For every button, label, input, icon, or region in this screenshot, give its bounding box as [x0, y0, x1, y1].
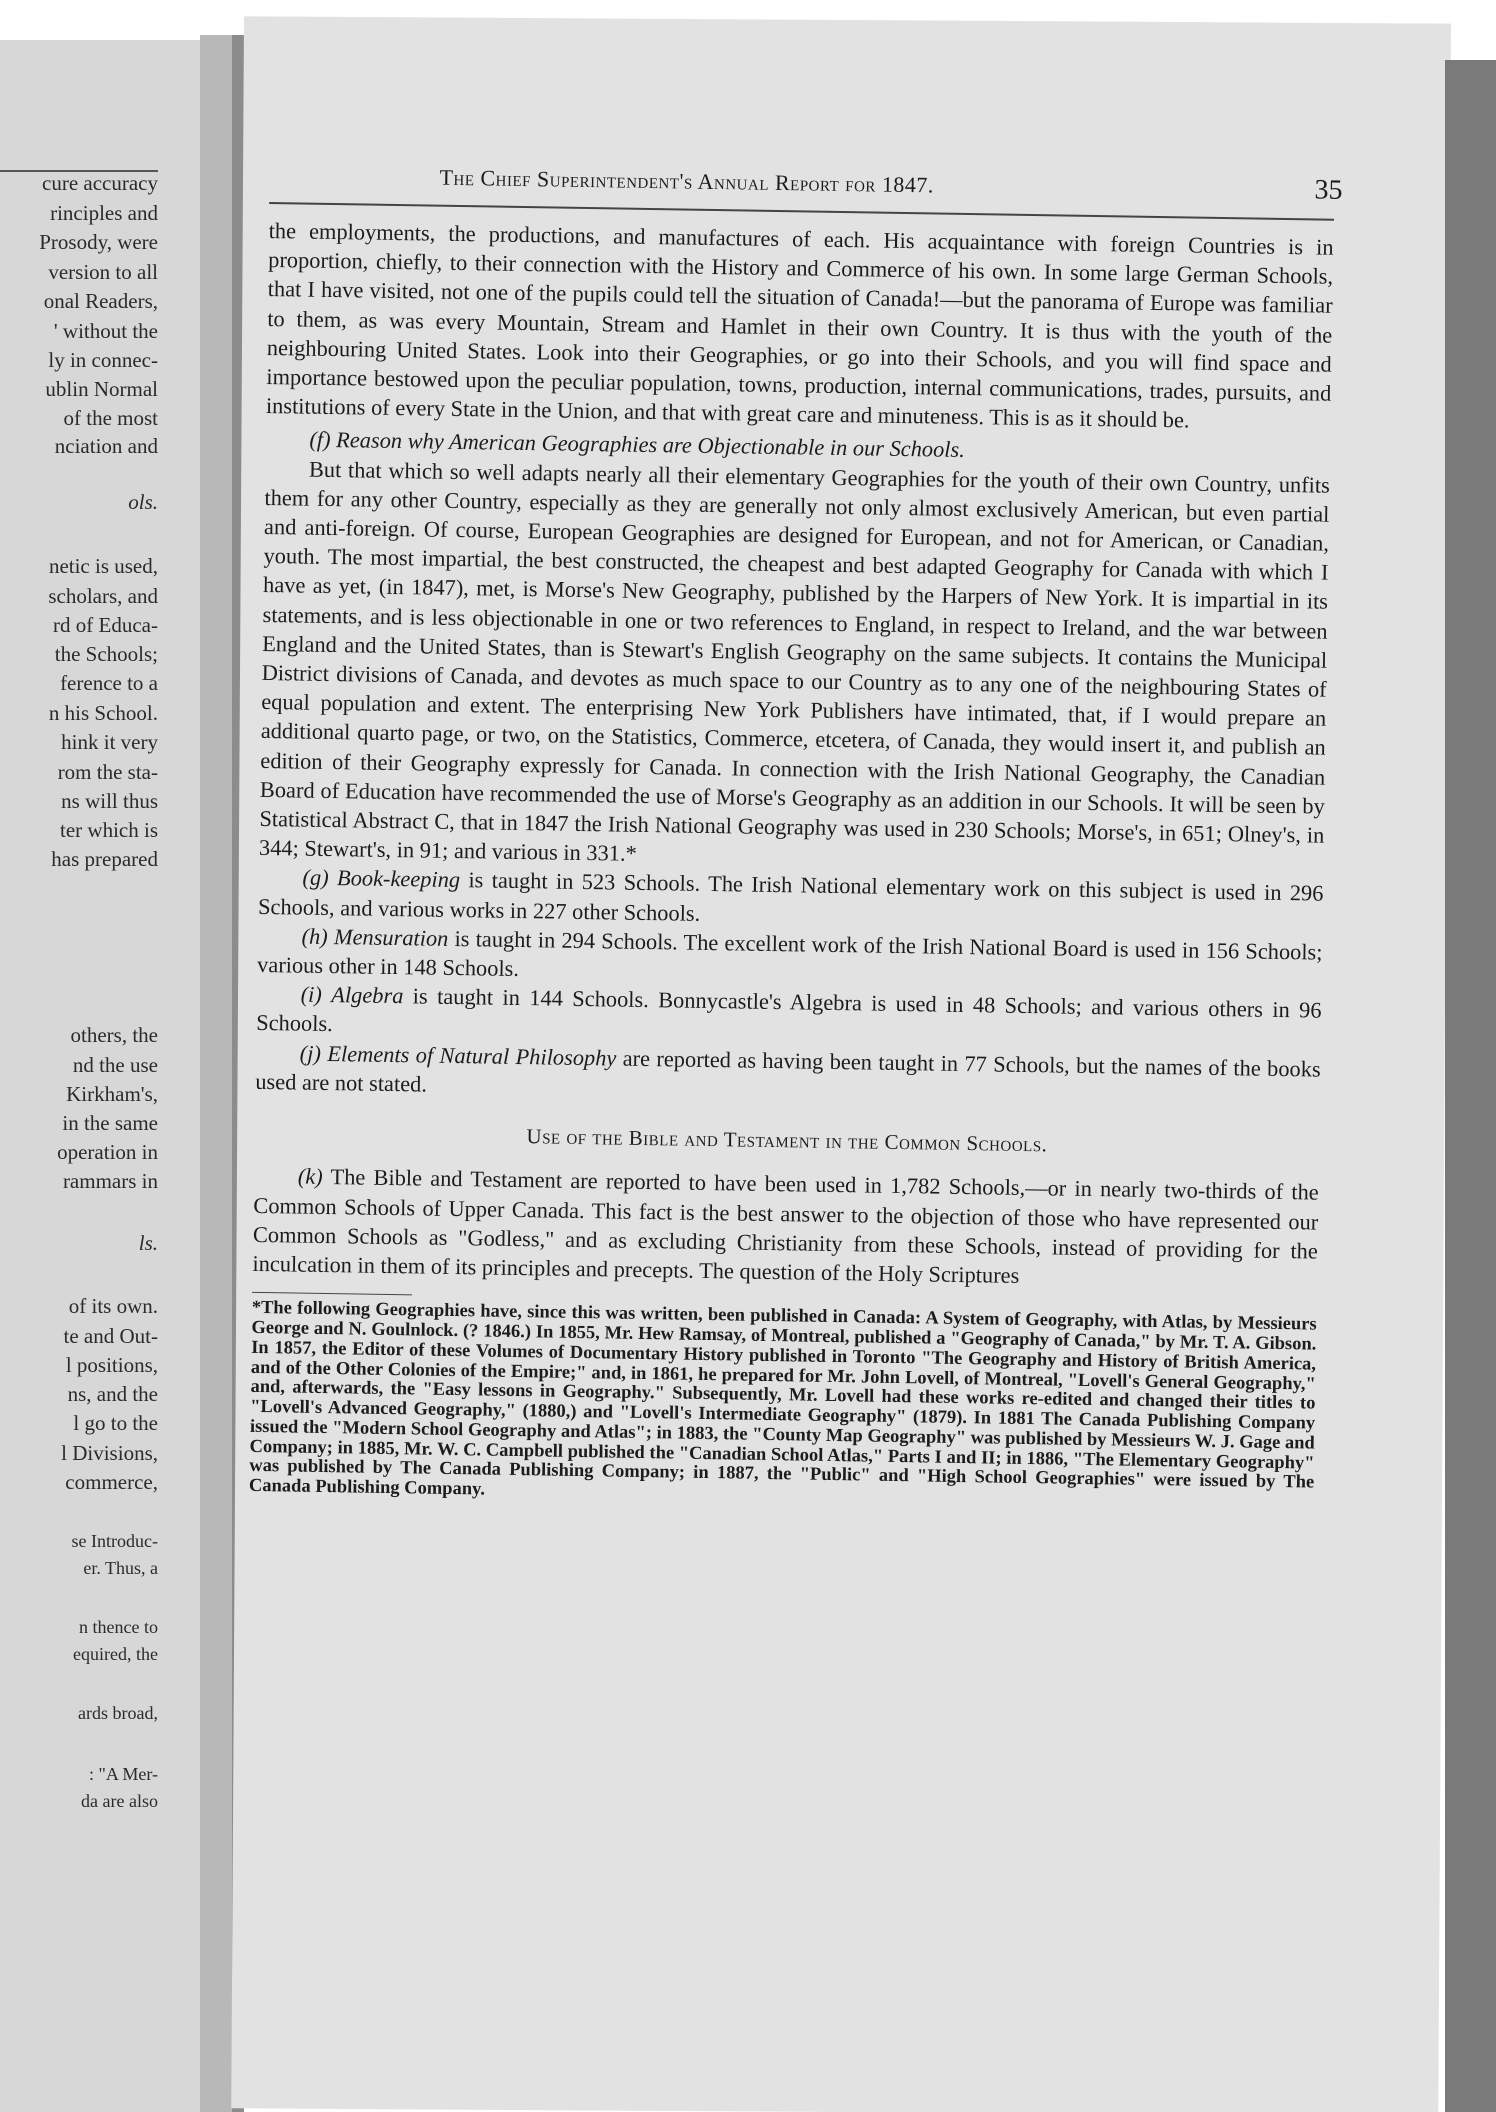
left-page-line: has prepared: [51, 847, 158, 871]
left-page-line: l positions,: [65, 1353, 158, 1377]
left-page-line: ference to a: [60, 671, 158, 695]
item-j-label: (j): [299, 1040, 322, 1066]
left-page-line: rom the sta-: [57, 760, 158, 784]
left-page-line: nd the use: [72, 1053, 158, 1077]
left-page-line: ls.: [138, 1231, 158, 1255]
left-page-line: da are also: [81, 1791, 158, 1811]
heading-f-title: Reason why American Geographies are Objectionable in our Schools.: [335, 427, 966, 463]
item-j-term: Elements of Natural Philosophy: [327, 1040, 617, 1071]
left-page-line: ter which is: [60, 818, 158, 842]
left-page-line: Kirkham's,: [66, 1082, 158, 1106]
heading-f-label: (f): [309, 427, 331, 453]
item-h-term: Mensuration: [333, 923, 449, 951]
body-text: [252, 216, 1334, 1295]
running-head: The Chief Superintendent's Annual Report for 1847.: [439, 164, 935, 198]
item-h-text: is taught in 294 Schools. The excellent work of the Irish National Board is used in 156 Schools; various other in 148 Schools.: [256, 925, 1323, 982]
left-page-line: the Schools;: [54, 642, 158, 666]
left-page-line: n thence to: [79, 1617, 158, 1637]
left-page-line: scholars, and: [48, 584, 158, 608]
left-page-line: cure accuracy: [42, 171, 158, 195]
item-i-label: (i): [300, 981, 323, 1008]
left-page-line: n his School.: [48, 701, 158, 725]
item-g-label: (g): [302, 865, 329, 891]
left-page-line: se Introduc-: [71, 1531, 158, 1551]
left-page-line: onal Readers,: [43, 289, 158, 313]
left-facing-page: [0, 40, 200, 2112]
left-page-line: er. Thus, a: [83, 1558, 158, 1578]
item-h-label: (h): [301, 923, 328, 949]
page-content: [248, 148, 1343, 1514]
left-page-line: ns, and the: [67, 1382, 158, 1406]
item-g-term: Book-keeping: [336, 865, 461, 893]
left-page-line: ' without the: [53, 319, 158, 343]
paragraph-employments: the employments, the productions, and manufactures of each. His acquaintance with foreign Countries is in proportion, chiefly, to their connection with the History and Commerce of his own. In some large German Schools, that I have visited, not one of the pupils could tell the situation of Canada!—but the panorama of Europe was familiar to them, as was every Mountain, Stream and Hamlet in their own Country. It is thus with the youth of the neighbouring United States. Look into their Geographies, or go into their Schools, and you will find space and importance bestowed upon the peculiar population, towns, production, internal communications, trades, pursuits, and institutions of every State in the Union, and that with great care and minuteness. This is as it should be.: [265, 217, 1334, 433]
left-page-line: operation in: [57, 1140, 158, 1164]
left-page-line: netic is used,: [48, 554, 158, 578]
left-page-line: ns will thus: [61, 789, 158, 813]
item-i-text: is taught in 144 Schools. Bonnycastle's Algebra is used in 48 Schools; and various others in 96 Schools.: [256, 983, 1322, 1037]
left-page-line: ly in connec-: [48, 348, 158, 372]
left-page-line: ols.: [128, 490, 158, 514]
item-g-text: is taught in 523 Schools. The Irish National elementary work on this subject is used in 296 Schools, and various works in 227 other Schools.: [257, 867, 1324, 926]
left-page-line: rinciples and: [50, 201, 158, 225]
left-page-line: others, the: [70, 1023, 158, 1047]
left-page-line: te and Out-: [63, 1324, 158, 1348]
left-page-line: rammars in: [62, 1169, 158, 1193]
left-page-line: commerce,: [65, 1470, 158, 1494]
left-page-line: rd of Educa-: [53, 613, 158, 637]
left-page-line: hink it very: [61, 730, 158, 754]
item-k: [252, 1161, 1319, 1295]
left-page-line: Prosody, were: [39, 230, 158, 254]
left-page-line: of its own.: [68, 1294, 158, 1318]
left-page-line: l Divisions,: [61, 1441, 158, 1465]
item-j-text: are reported as having been taught in 77 Schools, but the names of the books used are not stated.: [255, 1045, 1321, 1097]
paragraph-geographies: But that which so well adapts nearly all their elementary Geographies for the youth of their own Country, unfits them for any other Country, especially as they are generally not only almost exclusively American, but even partial and anti-foreign. Of course, European Geographies are designed for European, and not for American, or Canadian, youth. The most impartial, the best constructed, the cheapest and best adapted Geography for Canada with which I have as yet, (in 1847), met, is Morse's New Geography, published by the Harpers of New York. It is impartial in its statements, and is less objectionable in one or two references to England, in respect to Ireland, and the war between England and the United States, than is Stewart's English Geography on the same subjects. It contains the Municipal District divisions of Canada, and devotes as much space to our Country as to any one of the neighbouring States of equal population and extent. The enterprising New York Publishers have intimated, that, if I would prepare an additional quarto page, or two, on the Statistics, Commerce, etcetera, of Canada, they would insert it, and publish an edition of their Geography expressly for Canada. In connection with the Irish National Geography, the Canadian Board of Education have recommended the use of Morse's Geography as an addition in our Schools. It will be seen by Statistical Abstract C, that in 1847 the Irish National Geography was used in 230 Schools; Morse's, in 651; Olney's, in 344; Stewart's, in 91; and various in 331.*: [258, 456, 1331, 867]
left-page-line: ublin Normal: [45, 377, 158, 401]
left-page-line: ards broad,: [78, 1703, 158, 1723]
left-page-line: : "A Mer-: [89, 1764, 158, 1784]
footnote-rule: [252, 1292, 412, 1296]
footnote: *The following Geographies have, since this was written, been published in Canada: A System of Geography, with Atlas, by Messieurs George and N. Goulnlock. (? 1846.) In 1855, Mr. Hew Ramsay, of Montreal, published a "Geography of Canada," by Mr. T. A. Gibson. In 1857, the Editor of these Volumes of Documentary History published in Toronto "The Geography and History of British America, and of the Other Colonies of the Empire;" and, in 1861, he prepared for Mr. John Lovell, of Montreal, "Lovell's General Geography," and, afterwards, the "Easy lessons in Geography." Subsequently, Mr. Lovell had these works re-edited and changed their titles to "Lovell's Advanced Geography," (1880,) and "Lovell's Intermediate Geography" (1879). In 1881 The Canada Publishing Company issued the "Modern School Geography and Atlas"; in 1883, the "County Map Geography" was published by Messieurs W. J. Gage and Company; in 1885, Mr. W. C. Campbell published the "Canadian School Atlas," Parts I and II; in 1886, "The Elementary Geography" was published by The Canada Publishing Company; in 1887, the "Public" and "High School Geographies" were issued by The Canada Publishing Company.: [248, 1297, 1317, 1500]
left-page-line: equired, the: [73, 1644, 158, 1664]
left-page-line: nciation and: [54, 434, 158, 458]
left-page-line: version to all: [48, 260, 158, 284]
section-heading-bible: Use of the Bible and Testament in the Common Schools.: [526, 1124, 1048, 1157]
page-stack-edge: [1445, 60, 1496, 2112]
page-number: 35: [1314, 174, 1343, 206]
left-page-line: l go to the: [73, 1411, 158, 1435]
item-k-label: (k): [297, 1163, 323, 1190]
item-k-text: The Bible and Testament are reported to have been used in 1,782 Schools,—or in nearly two-thirds of the Common Schools of Upper Canada. This fact is the best answer to the objection of those who have represented our Common Schools as "Godless," and as excluding Christianity from these Schools, instead of providing for the inculcation in them of its principles and precepts. The question of the Holy Scriptures: [252, 1164, 1319, 1288]
left-page-line: of the most: [63, 406, 158, 430]
left-page-line: in the same: [62, 1111, 158, 1135]
item-i-term: Algebra: [331, 982, 404, 1009]
